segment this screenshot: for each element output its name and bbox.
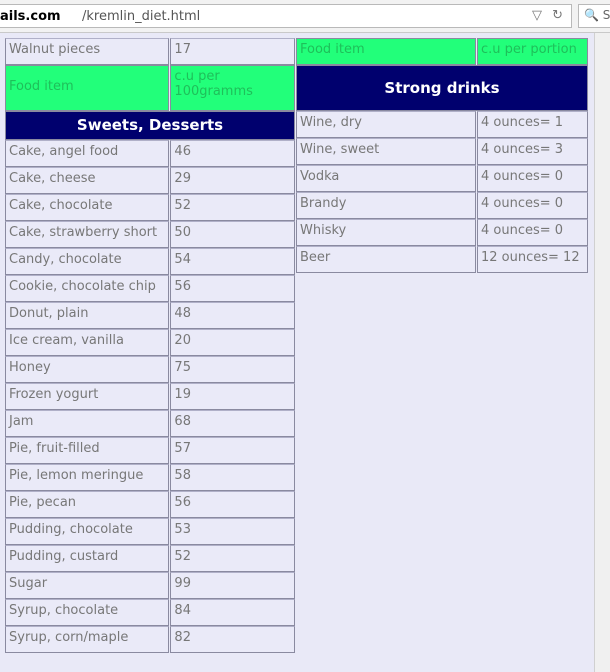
section-row	[296, 65, 592, 111]
drinks-rows	[296, 111, 592, 273]
table-row	[5, 356, 296, 383]
header-cu-per-portion: c.u per portion	[477, 38, 588, 65]
url-path: /kremlin_diet.html	[82, 9, 201, 24]
browser-toolbar	[0, 0, 610, 33]
section-row	[5, 111, 296, 140]
table-row	[5, 437, 296, 464]
header-row	[5, 65, 296, 111]
food-name-cell: Honey	[5, 356, 169, 383]
food-name-cell: Pie, lemon meringue	[5, 464, 169, 491]
table-row	[5, 248, 296, 275]
food-value-cell: 29	[170, 167, 295, 194]
food-name-cell: Syrup, chocolate	[5, 599, 169, 626]
table-row	[5, 221, 296, 248]
food-name-cell: Beer	[296, 246, 476, 273]
food-name-cell: Cake, angel food	[5, 140, 169, 167]
table-row	[296, 165, 592, 192]
food-value-cell: 4 ounces= 0	[477, 165, 588, 192]
food-value-cell: 84	[170, 599, 295, 626]
table-row	[296, 246, 592, 273]
food-value-cell: 53	[170, 518, 295, 545]
search-box[interactable]	[578, 4, 610, 28]
table-row	[5, 545, 296, 572]
food-name-cell: Candy, chocolate	[5, 248, 169, 275]
food-value-cell: 56	[170, 491, 295, 518]
food-value-cell: 12 ounces= 12	[477, 246, 588, 273]
food-value-cell: 68	[170, 410, 295, 437]
search-placeholder: S	[602, 8, 610, 22]
food-value-cell: 17	[170, 38, 295, 65]
food-name-cell: Vodka	[296, 165, 476, 192]
food-name-cell: Frozen yogurt	[5, 383, 169, 410]
food-value-cell: 20	[170, 329, 295, 356]
food-value-cell: 19	[170, 383, 295, 410]
food-name-cell: Wine, dry	[296, 111, 476, 138]
food-name-cell: Ice cream, vanilla	[5, 329, 169, 356]
table-row	[5, 383, 296, 410]
food-value-cell: 50	[170, 221, 295, 248]
dropdown-arrow-icon[interactable]: ▽	[531, 8, 542, 23]
table-row	[5, 464, 296, 491]
food-value-cell: 48	[170, 302, 295, 329]
sweets-table	[5, 38, 296, 653]
url-domain: ails.com	[0, 9, 61, 24]
food-name-cell: Pie, fruit-filled	[5, 437, 169, 464]
food-name-cell: Syrup, corn/maple	[5, 626, 169, 653]
food-value-cell: 52	[170, 545, 295, 572]
food-name-cell: Sugar	[5, 572, 169, 599]
food-name-cell: Cake, chocolate	[5, 194, 169, 221]
address-bar[interactable]	[0, 4, 572, 28]
food-value-cell: 4 ounces= 3	[477, 138, 588, 165]
food-value-cell: 52	[170, 194, 295, 221]
table-row	[5, 329, 296, 356]
food-name-cell: Walnut pieces	[5, 38, 169, 65]
table-row	[296, 111, 592, 138]
table-row	[296, 192, 592, 219]
search-icon: 🔍	[584, 8, 599, 22]
food-value-cell: 58	[170, 464, 295, 491]
food-value-cell: 75	[170, 356, 295, 383]
header-food-item: Food item	[296, 38, 476, 65]
food-name-cell: Pudding, custard	[5, 545, 169, 572]
food-value-cell: 4 ounces= 1	[477, 111, 588, 138]
food-name-cell: Wine, sweet	[296, 138, 476, 165]
food-value-cell: 4 ounces= 0	[477, 192, 588, 219]
table-row	[5, 491, 296, 518]
food-value-cell: 4 ounces= 0	[477, 219, 588, 246]
food-name-cell: Pudding, chocolate	[5, 518, 169, 545]
food-value-cell: 82	[170, 626, 295, 653]
table-row	[5, 626, 296, 653]
reload-icon[interactable]: ↻	[552, 8, 563, 23]
table-row	[5, 410, 296, 437]
table-row	[5, 275, 296, 302]
header-cu-per-100g: c.u per 100gramms	[170, 65, 295, 111]
food-value-cell: 56	[170, 275, 295, 302]
food-value-cell: 99	[170, 572, 295, 599]
food-value-cell: 57	[170, 437, 295, 464]
food-name-cell: Cake, strawberry short	[5, 221, 169, 248]
table-row	[5, 140, 296, 167]
food-name-cell: Pie, pecan	[5, 491, 169, 518]
table-row	[296, 138, 592, 165]
section-title-sweets: Sweets, Desserts	[5, 111, 295, 140]
food-name-cell: Cake, cheese	[5, 167, 169, 194]
section-title-drinks: Strong drinks	[296, 65, 588, 111]
food-name-cell: Whisky	[296, 219, 476, 246]
table-row	[5, 167, 296, 194]
sweets-rows	[5, 140, 296, 653]
header-food-item: Food item	[5, 65, 169, 111]
address-bar-icons	[526, 8, 563, 23]
food-name-cell: Jam	[5, 410, 169, 437]
food-value-cell: 46	[170, 140, 295, 167]
table-row	[296, 219, 592, 246]
scrollbar[interactable]	[594, 33, 610, 672]
drinks-table	[296, 38, 592, 273]
page-content	[0, 33, 610, 672]
food-name-cell: Brandy	[296, 192, 476, 219]
table-row	[5, 194, 296, 221]
table-row	[5, 302, 296, 329]
header-row	[296, 38, 592, 65]
table-row	[5, 599, 296, 626]
food-name-cell: Donut, plain	[5, 302, 169, 329]
table-row	[5, 518, 296, 545]
table-row	[5, 572, 296, 599]
food-name-cell: Cookie, chocolate chip	[5, 275, 169, 302]
food-value-cell: 54	[170, 248, 295, 275]
table-row	[5, 38, 296, 65]
